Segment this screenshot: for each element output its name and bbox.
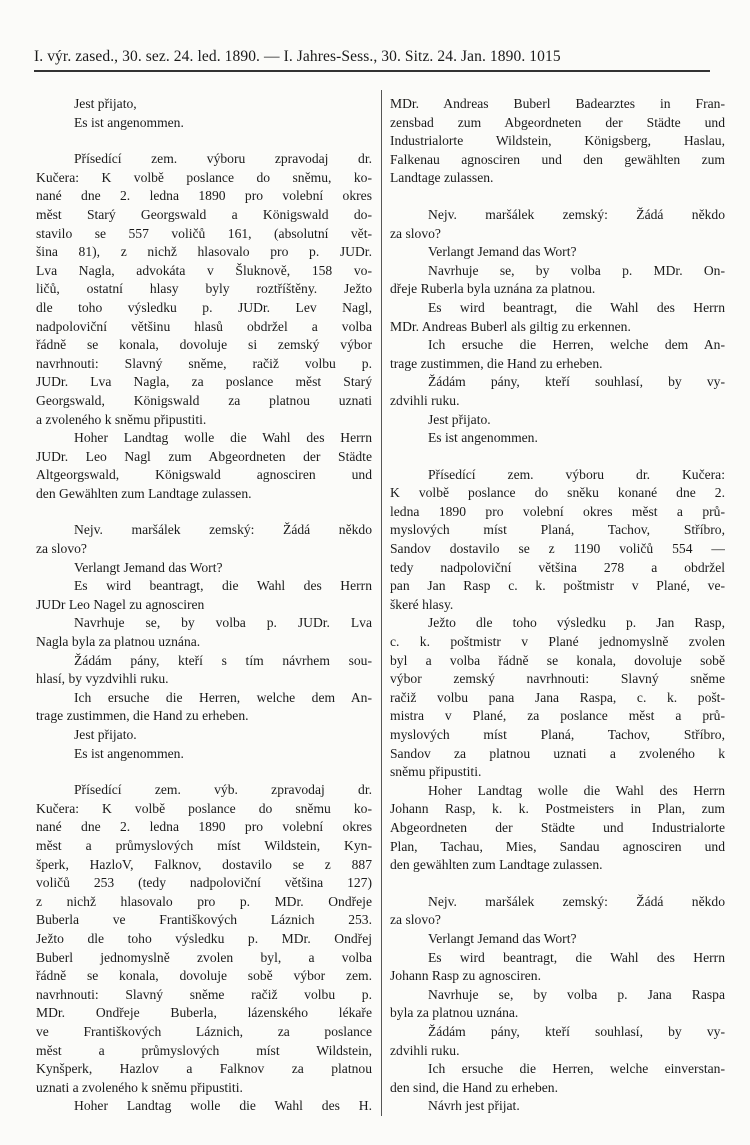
right-text-line: K volbě poslance do sněku konané dne 2.: [390, 485, 725, 501]
right-text-line: Návrh jest přijat.: [428, 1098, 520, 1114]
right-text-line: Jest přijato.: [428, 411, 491, 427]
left-text-line: Ich ersuche die Herren, welche dem An-: [74, 689, 372, 705]
left-text-line: Hoher Landtag wolle die Wahl des H.: [74, 1098, 372, 1114]
right-text-line: Landtage zulassen.: [390, 170, 494, 186]
right-text-line: Es ist angenommen.: [428, 430, 538, 446]
header-rule: [34, 70, 710, 72]
right-text-line: Ich ersuche die Herren, welche einverstan-: [428, 1061, 725, 1077]
right-text-line: Přísedící zem. výboru dr. Kučera:: [428, 466, 725, 482]
left-text-line: řádně se konala, dovoluje sobě výbor zem.: [36, 968, 372, 984]
left-text-line: [36, 763, 372, 781]
left-text-line: Kučera: K volbě poslance do sněmu, ko-: [36, 169, 372, 185]
right-text-line: [390, 875, 725, 893]
left-text-line: a zvoleného k sněmu připustiti.: [36, 411, 207, 427]
right-text-line: zdvihli ruku.: [390, 392, 460, 408]
left-text-line: JUDr. Lva Nagla, za poslance měst Starý: [36, 374, 372, 390]
right-text-line: mistra v Plané, za poslance měst a prů-: [390, 708, 725, 724]
left-text-line: Buberla ve Františkových Láznich 253.: [36, 912, 372, 928]
left-text-line: Es ist angenommen.: [74, 114, 184, 130]
right-column: [390, 95, 725, 1116]
right-text-line: den sind, die Hand zu erheben.: [390, 1079, 558, 1095]
left-text-line: Hoher Landtag wolle die Wahl des Herrn: [74, 430, 372, 446]
right-text-line: ledna 1890 pro volební okres měst a prů-: [390, 503, 725, 519]
left-text-line: měst a průmyslových míst Wildstein,: [36, 1042, 372, 1058]
right-text-line: trage zustimmen, die Hand zu erheben.: [390, 355, 603, 371]
right-text-line: Es wird beantragt, die Wahl des Herrn: [428, 299, 725, 315]
left-text-line: [36, 503, 372, 521]
left-text-line: nadpoloviční většinu hlasů obdržel a volba: [36, 318, 372, 334]
left-text-line: Jest přijato,: [74, 96, 137, 111]
left-text-line: Přísedící zem. výboru zpravodaj dr.: [74, 151, 372, 167]
right-text-line: za slovo?: [390, 912, 441, 928]
left-text-line: hlasí, by vyzdvihli ruku.: [36, 671, 169, 687]
left-text-line: nané dne 2. ledna 1890 pro volební okres: [36, 819, 372, 835]
right-text-line: Ježto dle toho výsledku p. Jan Rasp,: [428, 615, 725, 631]
left-text-line: nané dne 2. ledna 1890 pro volební okres: [36, 188, 372, 204]
left-text-line: Altgeorgswald, Königswald agnosciren und: [36, 467, 372, 483]
left-text-line: řádně se konala, dovoluje si zemský výbor: [36, 337, 372, 353]
left-text-line: Nejv. maršálek zemský: Žádá někdo: [74, 522, 372, 538]
left-text-line: Nagla byla za platnou uznána.: [36, 634, 201, 650]
left-text-line: Es ist angenommen.: [74, 745, 184, 761]
left-text-line: ve Františkových Láznich, za poslance: [36, 1023, 372, 1039]
right-text-line: sněmu připustiti.: [390, 764, 482, 780]
right-text-line: pan Jan Rasp c. k. poštmistr v Plané, ve-: [390, 578, 725, 594]
right-text-line: [390, 188, 725, 206]
right-text-line: Žádám pány, kteří souhlasí, by vy-: [428, 1023, 725, 1039]
left-text-line: uznati a zvoleného k sněmu připustiti.: [36, 1079, 243, 1095]
right-text-line: zensbad zum Abgeordneten der Städte und: [390, 114, 725, 130]
right-text-line: Falkenau agnosciren und den gewählten zum: [390, 151, 725, 167]
left-text-line: stavilo se 557 voličů 161, (absolutní vět-: [36, 225, 372, 241]
running-header: I. výr. zased., 30. sez. 24. led. 1890. — I. Jahres-Sess., 30. Sitz. 24. Jan. 1890. 1015: [34, 48, 561, 65]
left-text-line: JUDr. Leo Nagl zum Abgeordneten der Städte: [36, 448, 372, 464]
right-text-line: dřeje Ruberla byla uznána za platnou.: [390, 281, 596, 297]
left-text-line: Jest přijato.: [74, 727, 137, 742]
right-text-line: byl a volba řádně se konala, dovoluje sobě: [390, 652, 725, 668]
right-text-line: Nejv. maršálek zemský: Žádá někdo: [428, 206, 725, 222]
left-text-line: Žádám pány, kteří s tím návrhem sou-: [74, 652, 372, 668]
right-text-line: Navrhuje se, by volba p. Jana Raspa: [428, 986, 725, 1002]
right-text-line: škeré hlasy.: [390, 596, 454, 612]
left-text-line: za slovo?: [36, 541, 87, 557]
right-text-line: Es wird beantragt, die Wahl des Herrn: [428, 949, 725, 965]
left-text-line: měst a průmyslových míst Wildstein, Kyn-: [36, 837, 372, 853]
left-text-line: navrhnouti: Slavný sněme račiž volbu p.: [36, 986, 372, 1002]
left-text-line: Buberl jednomyslně zvolen byl, a volba: [36, 949, 372, 965]
left-text-line: z nichž hlasovalo pro p. MDr. Ondřeje: [36, 893, 372, 909]
right-text-line: byla za platnou uznána.: [390, 1005, 519, 1021]
right-text-line: c. k. poštmistr v Plané jednomyslně zvolen: [390, 634, 725, 650]
right-text-line: za slovo?: [390, 225, 441, 241]
right-text-line: račiž volbu pana Jana Raspa, c. k. pošt-: [390, 689, 725, 705]
right-text-line: Žádám pány, kteří souhlasí, by vy-: [428, 374, 725, 390]
left-text-line: voličů 253 (tedy nadpoloviční většina 127): [36, 875, 372, 891]
left-text-line: MDr. Ondřeje Buberla, lázenského lékaře: [36, 1005, 372, 1021]
right-text-line: den gewählten zum Landtage zulassen.: [390, 857, 603, 873]
right-text-line: Verlangt Jemand das Wort?: [428, 930, 577, 946]
right-text-line: Abgeordneten der Städte und Industrialorte: [390, 819, 725, 835]
right-text-line: Plan, Tachau, Mies, Sandau agnosciren und: [390, 838, 725, 854]
left-text-line: šina 81), z nichž hlasovalo pro p. JUDr.: [36, 244, 372, 260]
right-text-line: Sandov za platnou uznati a zvoleného k: [390, 745, 725, 761]
left-column: [36, 95, 372, 1116]
left-text-line: Georgswald, Königswald za platnou uznati: [36, 392, 372, 408]
left-text-line: navrhnouti: Slavný sněme, račiž volbu p.: [36, 355, 372, 371]
left-text-line: dle toho výsledku p. JUDr. Lev Nagl,: [36, 299, 372, 315]
left-text-line: Navrhuje se, by volba p. JUDr. Lva: [74, 615, 372, 631]
left-text-line: ličů, ostatní hlasy byly roztříštěny. Ježto: [36, 281, 372, 297]
left-text-line: Přísedící zem. výb. zpravodaj dr.: [74, 782, 372, 798]
right-text-line: myslových míst Planá, Tachov, Stříbro,: [390, 522, 725, 538]
right-text-line: MDr. Andreas Buberl als giltig zu erkennen.: [390, 318, 631, 334]
left-text-line: šperk, HazloV, Falknov, dostavilo se z 887: [36, 856, 372, 872]
right-text-line: Verlangt Jemand das Wort?: [428, 244, 577, 260]
right-text-line: MDr. Andreas Buberl Badearztes in Fran-: [390, 96, 725, 111]
right-text-line: Industrialorte Wildstein, Königsberg, Haslau,: [390, 133, 725, 149]
right-text-line: Johann Rasp, k. k. Postmeisters in Plan, zum: [390, 801, 725, 817]
left-text-line: Kynšperk, Hazlov a Falknov za platnou: [36, 1061, 372, 1077]
right-text-line: výbor zemský navrhnouti: Slavný sněme: [390, 671, 725, 687]
left-text-line: měst Starý Georgswald a Königswald do-: [36, 206, 372, 222]
right-text-line: myslových míst Planá, Tachov, Stříbro,: [390, 727, 725, 742]
left-text-line: den Gewählten zum Landtage zulassen.: [36, 485, 252, 501]
right-text-line: tedy nadpoloviční většina 278 a obdržel: [390, 559, 725, 575]
right-text-line: [390, 448, 725, 466]
right-text-line: Navrhuje se, by volba p. MDr. On-: [428, 262, 725, 278]
left-text-line: [36, 132, 372, 150]
left-text-line: JUDr Leo Nagel zu agnosciren: [36, 596, 205, 612]
right-text-line: Nejv. maršálek zemský: Žádá někdo: [428, 893, 725, 909]
column-divider: [381, 90, 382, 1116]
right-text-line: Sandov dostavilo se z 1190 voličů 554 —: [390, 541, 725, 557]
right-text-line: Ich ersuche die Herren, welche dem An-: [428, 337, 725, 353]
left-text-line: trage zustimmen, die Hand zu erheben.: [36, 708, 249, 724]
left-text-line: Lva Nagla, advokáta v Šluknově, 158 vo-: [36, 262, 372, 278]
left-text-line: Es wird beantragt, die Wahl des Herrn: [74, 578, 372, 594]
right-text-line: zdvihli ruku.: [390, 1042, 460, 1058]
right-text-line: Hoher Landtag wolle die Wahl des Herrn: [428, 782, 725, 798]
left-text-line: Ježto dle toho výsledku p. MDr. Ondřej: [36, 930, 372, 946]
right-text-line: Johann Rasp zu agnosciren.: [390, 968, 542, 984]
left-text-line: Verlangt Jemand das Wort?: [74, 559, 223, 575]
left-text-line: Kučera: K volbě poslance do sněmu ko-: [36, 800, 372, 816]
